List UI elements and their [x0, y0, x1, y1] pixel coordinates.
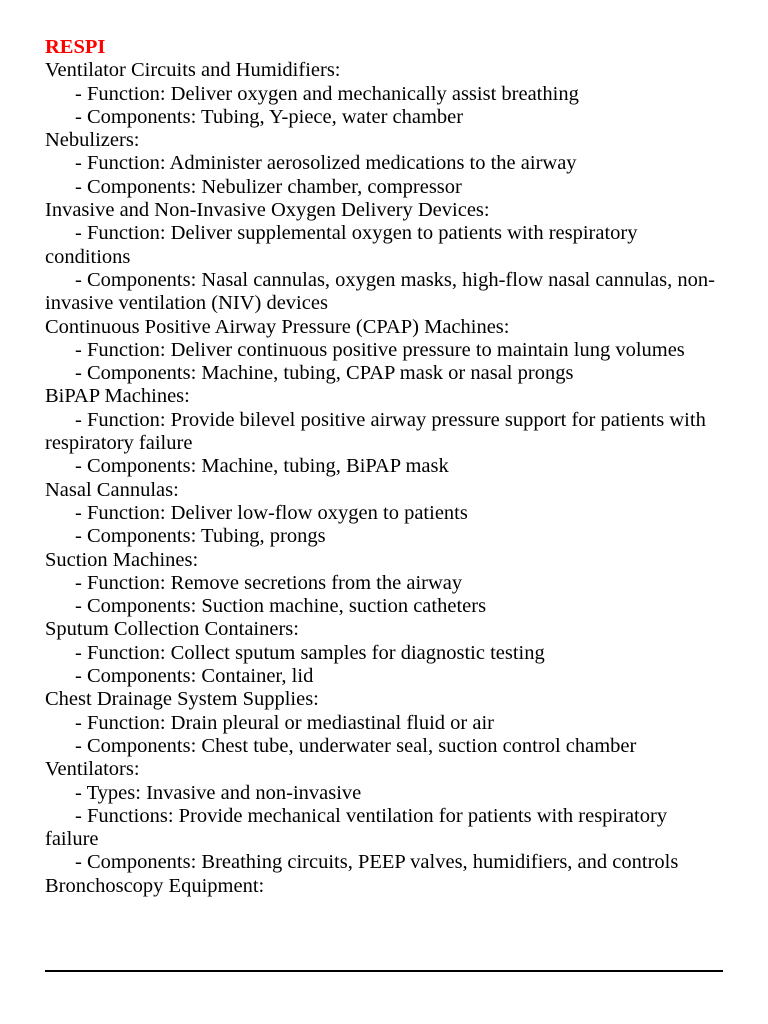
section-heading: Ventilators: [45, 758, 140, 781]
section-detail-line: - Components: Nasal cannulas, oxygen masks, high-flow nasal cannulas, non-invasive ventilation (NIV) devices [45, 268, 715, 315]
section-heading: Invasive and Non-Invasive Oxygen Delivery Devices: [45, 199, 490, 222]
section-detail-line: - Components: Tubing, Y-piece, water chamber [75, 105, 464, 128]
section-detail-line: - Function: Deliver oxygen and mechanically assist breathing [75, 82, 579, 105]
section-detail-line: - Components: Suction machine, suction catheters [75, 595, 487, 618]
section-detail-line: - Function: Drain pleural or mediastinal fluid or air [75, 711, 494, 734]
section-detail-line: - Functions: Provide mechanical ventilation for patients with respiratory failure [45, 804, 668, 851]
section-heading: Suction Machines: [45, 548, 199, 571]
section-heading: Bronchoscopy Equipment: [45, 874, 265, 897]
document-page [45, 36, 725, 898]
section-detail-line: - Function: Deliver continuous positive pressure to maintain lung volumes [75, 338, 685, 361]
section-heading: BiPAP Machines: [45, 385, 190, 408]
section-heading: Nasal Cannulas: [45, 478, 179, 501]
section-heading: Sputum Collection Containers: [45, 618, 299, 641]
section-detail-line: - Function: Deliver low-flow oxygen to patients [75, 501, 468, 524]
section-detail-line: - Function: Remove secretions from the airway [75, 571, 463, 594]
page-bottom-rule [45, 970, 723, 972]
section-detail-line: - Function: Collect sputum samples for diagnostic testing [75, 641, 545, 664]
section-detail-line: - Components: Nebulizer chamber, compressor [75, 175, 462, 198]
section-detail-line: - Types: Invasive and non-invasive [75, 781, 362, 804]
section-detail-line: - Function: Administer aerosolized medications to the airway [75, 152, 577, 175]
section-detail-line: - Components: Breathing circuits, PEEP valves, humidifiers, and controls [75, 851, 679, 874]
section-detail-line: - Components: Container, lid [75, 665, 314, 688]
section-heading: Nebulizers: [45, 129, 140, 152]
section-detail-line: - Components: Chest tube, underwater seal, suction control chamber [75, 734, 637, 757]
section-detail-line: - Components: Machine, tubing, BiPAP mask [75, 455, 449, 478]
section-detail-line: - Components: Machine, tubing, CPAP mask or nasal prongs [75, 362, 574, 385]
document-title: RESPI [45, 36, 106, 58]
section-heading: Ventilator Circuits and Humidifiers: [45, 59, 341, 82]
section-detail-line: - Components: Tubing, prongs [75, 525, 326, 548]
sections-container [45, 59, 725, 898]
section-detail-line: - Function: Provide bilevel positive airway pressure support for patients with respiratory failure [45, 408, 706, 455]
section-heading: Continuous Positive Airway Pressure (CPAP) Machines: [45, 315, 510, 338]
section-heading: Chest Drainage System Supplies: [45, 688, 319, 711]
section-detail-line: - Function: Deliver supplemental oxygen to patients with respiratory conditions [45, 222, 638, 268]
